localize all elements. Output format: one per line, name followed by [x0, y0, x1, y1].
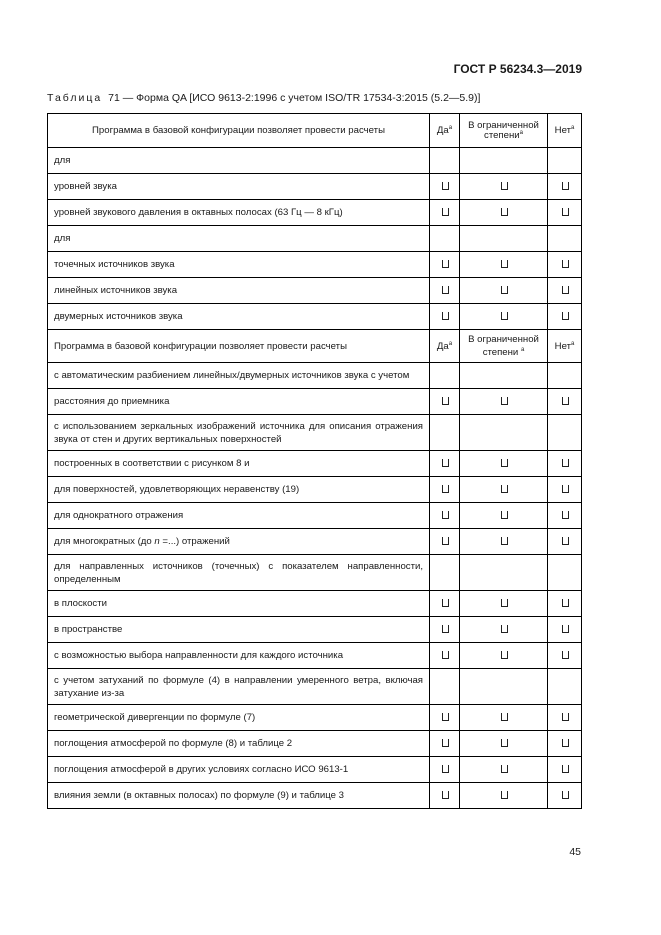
table-caption [47, 92, 480, 104]
checkbox-limited[interactable] [501, 599, 506, 606]
cell-limited [460, 783, 548, 809]
cell-limited [460, 278, 548, 304]
header-no [548, 114, 582, 148]
cell-yes [430, 415, 460, 451]
table-row [48, 252, 582, 278]
table-row [48, 503, 582, 529]
cell-limited [460, 503, 548, 529]
checkbox-limited[interactable] [501, 459, 506, 466]
cell-no [548, 555, 582, 591]
table-row [48, 617, 582, 643]
inline-header-limited-label: В ограниченной степени [468, 334, 539, 358]
checkbox-limited[interactable] [501, 765, 506, 772]
cell-yes [430, 477, 460, 503]
row-label: для поверхностей, удовлетворяющих неравенству (19) [48, 477, 430, 503]
checkbox-no[interactable] [562, 286, 567, 293]
cell-no [548, 503, 582, 529]
footnote-mark: a [520, 346, 525, 353]
cell-yes [430, 591, 460, 617]
row-label-part: для многократных (до [54, 536, 155, 547]
standard-code: ГОСТ Р 56234.3—2019 [453, 62, 582, 76]
checkbox-yes[interactable] [442, 260, 447, 267]
checkbox-no[interactable] [562, 511, 567, 518]
row-label: с возможностью выбора направленности для каждого источника [48, 643, 430, 669]
cell-yes [430, 389, 460, 415]
checkbox-limited[interactable] [501, 651, 506, 658]
cell-yes [430, 304, 460, 330]
table-row [48, 529, 582, 555]
inline-header-yes [430, 330, 460, 363]
cell-yes [430, 363, 460, 389]
inline-header-yes-label: Да [436, 340, 449, 352]
cell-yes [430, 783, 460, 809]
page-number: 45 [569, 846, 581, 858]
cell-yes [430, 252, 460, 278]
checkbox-limited[interactable] [501, 312, 506, 319]
cell-yes [430, 451, 460, 477]
table-row [48, 389, 582, 415]
row-label-variable: n [154, 536, 160, 547]
checkbox-yes[interactable] [442, 511, 447, 518]
table-row [48, 278, 582, 304]
cell-no [548, 174, 582, 200]
table-row [48, 477, 582, 503]
cell-yes [430, 529, 460, 555]
table-row [48, 415, 582, 451]
table-row [48, 363, 582, 389]
cell-yes [430, 617, 460, 643]
cell-no [548, 278, 582, 304]
checkbox-limited[interactable] [501, 713, 506, 720]
table-row [48, 451, 582, 477]
table-row [48, 669, 582, 705]
table-row [48, 731, 582, 757]
inline-header-no [548, 330, 582, 363]
checkbox-yes[interactable] [442, 312, 447, 319]
row-label: влияния земли (в октавных полосах) по формуле (9) и таблице 3 [48, 783, 430, 809]
cell-no [548, 252, 582, 278]
footnote-mark: a [448, 340, 453, 347]
checkbox-yes[interactable] [442, 485, 447, 492]
cell-yes [430, 669, 460, 705]
checkbox-limited[interactable] [501, 397, 506, 404]
row-label: геометрической дивергенции по формуле (7) [48, 705, 430, 731]
cell-yes [430, 643, 460, 669]
cell-limited [460, 617, 548, 643]
cell-yes [430, 226, 460, 252]
cell-limited [460, 304, 548, 330]
checkbox-no[interactable] [562, 791, 567, 798]
header-limited-label: В ограниченной степени [468, 119, 539, 141]
table-caption-label: Таблица [47, 92, 103, 104]
table-header-row [48, 114, 582, 148]
checkbox-limited[interactable] [501, 511, 506, 518]
cell-no [548, 477, 582, 503]
cell-limited [460, 529, 548, 555]
table-row [48, 705, 582, 731]
checkbox-no[interactable] [562, 208, 567, 215]
checkbox-yes[interactable] [442, 599, 447, 606]
checkbox-no[interactable] [562, 260, 567, 267]
cell-limited [460, 591, 548, 617]
cell-limited [460, 669, 548, 705]
checkbox-no[interactable] [562, 459, 567, 466]
row-label: для направленных источников (точечных) с показателем направленности, определенным [48, 555, 430, 591]
cell-no [548, 529, 582, 555]
cell-no [548, 304, 582, 330]
checkbox-yes[interactable] [442, 651, 447, 658]
cell-yes [430, 148, 460, 174]
cell-yes [430, 278, 460, 304]
checkbox-no[interactable] [562, 739, 567, 746]
cell-no [548, 617, 582, 643]
cell-no [548, 591, 582, 617]
cell-limited [460, 200, 548, 226]
cell-limited [460, 226, 548, 252]
cell-no [548, 148, 582, 174]
table-row [48, 148, 582, 174]
header-no-label: Нет [554, 125, 571, 136]
checkbox-no[interactable] [562, 485, 567, 492]
cell-limited [460, 705, 548, 731]
checkbox-yes[interactable] [442, 713, 447, 720]
cell-no [548, 363, 582, 389]
checkbox-limited[interactable] [501, 537, 506, 544]
cell-limited [460, 363, 548, 389]
row-label: поглощения атмосферой в других условиях согласно ИСО 9613-1 [48, 757, 430, 783]
checkbox-yes[interactable] [442, 182, 447, 189]
cell-yes [430, 200, 460, 226]
inline-header-limited [460, 330, 548, 363]
header-limited [460, 114, 548, 148]
row-label: уровней звука [48, 174, 430, 200]
cell-no [548, 757, 582, 783]
footnote-mark: a [448, 124, 453, 131]
checkbox-no[interactable] [562, 182, 567, 189]
cell-limited [460, 757, 548, 783]
cell-no [548, 451, 582, 477]
checkbox-yes[interactable] [442, 459, 447, 466]
row-label: двумерных источников звука [48, 304, 430, 330]
checkbox-yes[interactable] [442, 537, 447, 544]
cell-no [548, 415, 582, 451]
table-row [48, 643, 582, 669]
checkbox-limited[interactable] [501, 739, 506, 746]
checkbox-yes[interactable] [442, 286, 447, 293]
checkbox-no[interactable] [562, 599, 567, 606]
checkbox-limited[interactable] [501, 286, 506, 293]
table-row [48, 757, 582, 783]
checkbox-yes[interactable] [442, 765, 447, 772]
header-yes [430, 114, 460, 148]
cell-limited [460, 148, 548, 174]
cell-limited [460, 477, 548, 503]
row-label: с учетом затуханий по формуле (4) в направлении умеренного ветра, включая затухание из-за [48, 669, 430, 705]
checkbox-limited[interactable] [501, 625, 506, 632]
table-row [48, 591, 582, 617]
table-row [48, 174, 582, 200]
checkbox-limited[interactable] [501, 791, 506, 798]
cell-no [548, 389, 582, 415]
checkbox-yes[interactable] [442, 625, 447, 632]
checkbox-limited[interactable] [501, 208, 506, 215]
row-label: в плоскости [48, 591, 430, 617]
table-row [48, 226, 582, 252]
checkbox-no[interactable] [562, 397, 567, 404]
row-label: для [48, 226, 430, 252]
table-row [48, 783, 582, 809]
checkbox-no[interactable] [562, 312, 567, 319]
inline-header-question: Программа в базовой конфигурации позволяет провести расчеты [48, 330, 430, 363]
checkbox-yes[interactable] [442, 791, 447, 798]
cell-no [548, 705, 582, 731]
cell-yes [430, 757, 460, 783]
cell-no [548, 783, 582, 809]
cell-no [548, 669, 582, 705]
footnote-mark: a [571, 124, 575, 131]
cell-limited [460, 731, 548, 757]
row-label: для [48, 148, 430, 174]
inline-header-row [48, 330, 582, 363]
checkbox-no[interactable] [562, 713, 567, 720]
row-label: для однократного отражения [48, 503, 430, 529]
checkbox-yes[interactable] [442, 739, 447, 746]
table-row [48, 555, 582, 591]
cell-yes [430, 555, 460, 591]
checkbox-limited[interactable] [501, 485, 506, 492]
cell-limited [460, 555, 548, 591]
row-label: поглощения атмосферой по формуле (8) и таблице 2 [48, 731, 430, 757]
checkbox-yes[interactable] [442, 208, 447, 215]
footnote-mark: a [571, 340, 575, 347]
row-label: с использованием зеркальных изображений источника для описания отражения звука от стен и других вертикальных поверхностей [48, 415, 430, 451]
row-label: точечных источников звука [48, 252, 430, 278]
row-label [48, 529, 430, 555]
row-label: с автоматическим разбиением линейных/двумерных источников звука с учетом [48, 363, 430, 389]
header-yes-label: Да [436, 125, 449, 136]
checkbox-limited[interactable] [501, 260, 506, 267]
cell-limited [460, 252, 548, 278]
cell-no [548, 200, 582, 226]
cell-limited [460, 451, 548, 477]
cell-limited [460, 415, 548, 451]
cell-yes [430, 174, 460, 200]
cell-no [548, 731, 582, 757]
cell-limited [460, 389, 548, 415]
row-label-part: =...) отражений [159, 536, 230, 547]
cell-limited [460, 643, 548, 669]
qa-form-table [47, 113, 582, 809]
cell-yes [430, 731, 460, 757]
footnote-mark: a [519, 129, 523, 136]
cell-no [548, 643, 582, 669]
inline-header-no-label: Нет [554, 340, 571, 352]
cell-yes [430, 503, 460, 529]
checkbox-limited[interactable] [501, 182, 506, 189]
cell-limited [460, 174, 548, 200]
header-question: Программа в базовой конфигурации позволяет провести расчеты [48, 114, 430, 148]
cell-no [548, 226, 582, 252]
row-label: в пространстве [48, 617, 430, 643]
cell-yes [430, 705, 460, 731]
table-row [48, 200, 582, 226]
checkbox-no[interactable] [562, 625, 567, 632]
checkbox-no[interactable] [562, 651, 567, 658]
row-label: расстояния до приемника [48, 389, 430, 415]
row-label: построенных в соответствии с рисунком 8 и [48, 451, 430, 477]
checkbox-yes[interactable] [442, 397, 447, 404]
row-label: линейных источников звука [48, 278, 430, 304]
row-label: уровней звукового давления в октавных полосах (63 Гц — 8 кГц) [48, 200, 430, 226]
table-caption-text: 71 — Форма QA [ИСО 9613-2:1996 с учетом ISO/TR 17534-3:2015 (5.2—5.9)] [108, 92, 481, 104]
table-row [48, 304, 582, 330]
checkbox-no[interactable] [562, 537, 567, 544]
checkbox-no[interactable] [562, 765, 567, 772]
